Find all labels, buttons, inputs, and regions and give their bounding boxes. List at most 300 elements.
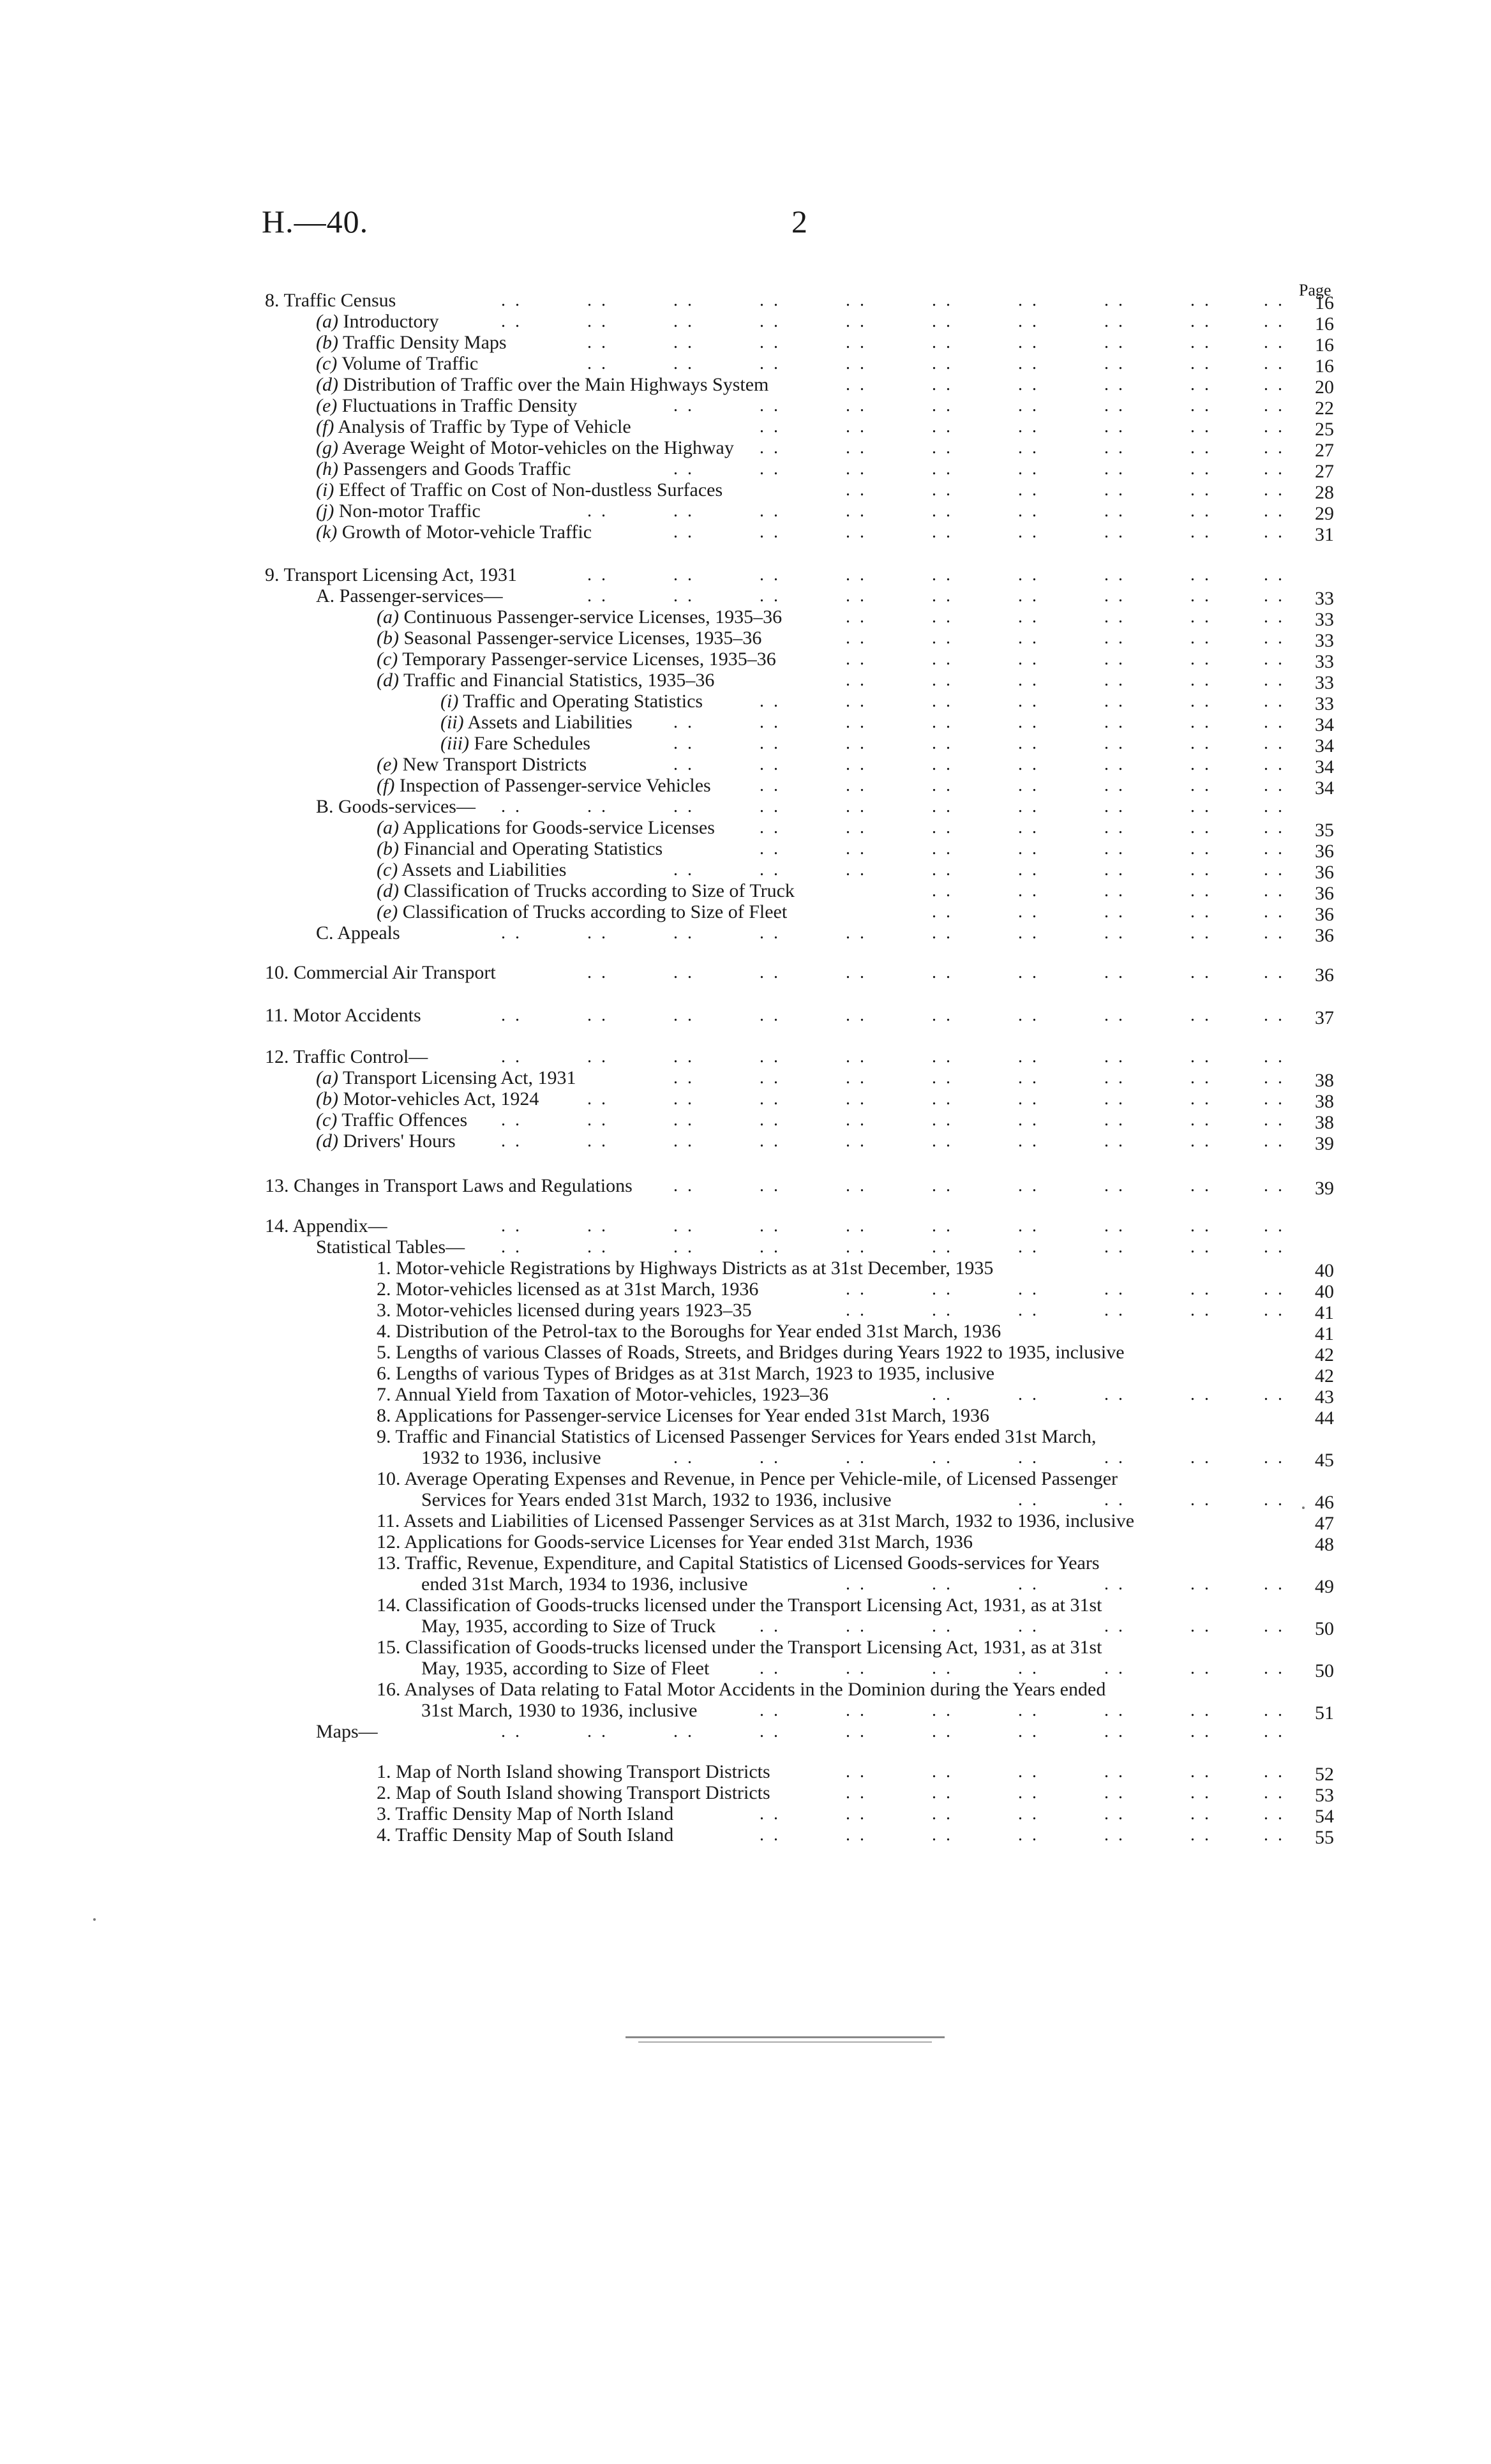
toc-page-number: 38: [1315, 1070, 1334, 1091]
toc-entry: [0, 607, 1491, 629]
toc-entry: [0, 1363, 1491, 1385]
toc-entry-text: Traffic Density Map of South Island: [395, 1824, 674, 1845]
leader-dots: . .: [1264, 1131, 1285, 1151]
leader-dots: . .: [846, 1068, 867, 1088]
page-column-heading: Page: [1299, 281, 1331, 299]
leader-dots: . .: [1264, 1722, 1285, 1741]
leader-dots: . .: [1104, 1722, 1125, 1741]
leader-dots: . .: [1104, 1131, 1125, 1151]
leader-dots: . .: [760, 1176, 781, 1196]
leader-dots: . .: [846, 1131, 867, 1151]
leader-dots: . .: [1264, 333, 1285, 352]
leader-dots: . .: [932, 607, 953, 627]
leader-dots: . .: [1104, 881, 1125, 901]
toc-entry-text: Traffic Control—: [293, 1046, 428, 1067]
toc-entry: [0, 480, 1491, 502]
leader-dots: . .: [1190, 1448, 1211, 1468]
toc-entry: [0, 1511, 1491, 1533]
leader-dots: . .: [1104, 586, 1125, 606]
toc-entry-label: [421, 1448, 601, 1468]
leader-dots: . .: [1190, 649, 1211, 669]
toc-entry: [0, 649, 1491, 671]
leader-dots: . .: [1018, 1804, 1039, 1824]
toc-entry: [0, 1385, 1491, 1406]
leader-dots: . .: [1264, 1385, 1285, 1404]
leader-dots: . .: [1264, 963, 1285, 982]
toc-entry: [0, 712, 1491, 734]
leader-dots: . .: [1264, 1825, 1285, 1845]
leader-dots: . .: [1190, 1490, 1211, 1510]
leader-dots: . .: [1190, 522, 1211, 542]
toc-entry-prefix: 1.: [377, 1761, 391, 1782]
leader-dots: . .: [1104, 1176, 1125, 1196]
leader-dots: . .: [932, 691, 953, 711]
leader-dots: . .: [1190, 1089, 1211, 1109]
leader-dots: . .: [846, 628, 867, 648]
leader-dots: . .: [932, 1825, 953, 1845]
leader-dots: . .: [1018, 1490, 1039, 1510]
toc-entry-label: [316, 459, 571, 479]
leader-dots: . .: [1190, 1804, 1211, 1824]
leader-dots: . .: [932, 1237, 953, 1257]
toc-entry-label: [377, 1427, 1097, 1447]
toc-entry-label: [377, 1762, 770, 1782]
toc-entry-text: Motor-vehicles licensed during years 1923–35: [396, 1300, 752, 1321]
toc-entry-prefix: 9.: [377, 1426, 391, 1447]
toc-entry-prefix: (iii): [440, 733, 469, 754]
leader-dots: . .: [587, 1005, 608, 1025]
leader-dots: . .: [1018, 354, 1039, 373]
leader-dots: . .: [501, 1216, 522, 1236]
toc-entry-label: [316, 1068, 576, 1088]
toc-entry: [0, 1574, 1491, 1596]
toc-page-number: 37: [1315, 1007, 1334, 1028]
leader-dots: . .: [673, 354, 694, 373]
leader-dots: . .: [932, 963, 953, 982]
toc-entry-prefix: 13.: [377, 1552, 401, 1574]
leader-dots: . .: [1104, 776, 1125, 795]
leader-dots: . .: [932, 1804, 953, 1824]
toc-entry-prefix: (f): [316, 416, 334, 437]
leader-dots: . .: [673, 290, 694, 310]
toc-page-number: 36: [1315, 925, 1334, 946]
leader-dots: . .: [1018, 1131, 1039, 1151]
leader-dots: . .: [1190, 354, 1211, 373]
leader-dots: . .: [1190, 818, 1211, 838]
toc-page-number: 36: [1315, 841, 1334, 862]
toc-entry: [0, 1068, 1491, 1090]
leader-dots: . .: [1264, 354, 1285, 373]
leader-dots: . .: [1104, 649, 1125, 669]
leader-dots: . .: [932, 333, 953, 352]
toc-entry-label: [440, 733, 590, 754]
leader-dots: . .: [846, 290, 867, 310]
toc-page-number: 16: [1315, 334, 1334, 356]
toc-entry: [0, 755, 1491, 776]
leader-dots: . .: [1190, 776, 1211, 795]
toc-entry-text: Motor-vehicles Act, 1924: [343, 1088, 539, 1109]
toc-entry-prefix: 4.: [377, 1321, 391, 1342]
toc-page-number: 34: [1315, 756, 1334, 778]
toc-page-number: 47: [1315, 1513, 1334, 1534]
toc-page-number: 20: [1315, 377, 1334, 398]
leader-dots: . .: [846, 522, 867, 542]
leader-dots: . .: [1104, 1068, 1125, 1088]
toc-page-number: 27: [1315, 461, 1334, 482]
leader-dots: . .: [1018, 1783, 1039, 1803]
leader-dots: . .: [1018, 818, 1039, 838]
leader-dots: . .: [1264, 459, 1285, 479]
leader-dots: . .: [587, 354, 608, 373]
toc-entry-label: [316, 1110, 467, 1131]
toc-entry-text: New Transport Districts: [402, 754, 587, 775]
leader-dots: . .: [932, 501, 953, 521]
toc-entry: [0, 1701, 1491, 1722]
toc-page-number: 43: [1315, 1386, 1334, 1408]
scan-speck: [93, 1918, 96, 1921]
toc-entry: [0, 628, 1491, 650]
leader-dots: . .: [1190, 755, 1211, 774]
toc-entry-label: [316, 375, 768, 395]
toc-entry: [0, 1321, 1491, 1343]
toc-entry-prefix: 8.: [265, 290, 280, 311]
leader-dots: . .: [673, 797, 694, 816]
toc-entry-label: [316, 396, 577, 416]
toc-entry-prefix: 15.: [377, 1637, 401, 1658]
leader-dots: . .: [1190, 417, 1211, 437]
leader-dots: . .: [846, 670, 867, 690]
leader-dots: . .: [1018, 1068, 1039, 1088]
leader-dots: . .: [1264, 417, 1285, 437]
leader-dots: . .: [1018, 333, 1039, 352]
leader-dots: . .: [760, 712, 781, 732]
toc-entry: [0, 1300, 1491, 1322]
leader-dots: . .: [1018, 860, 1039, 880]
toc-entry: [0, 312, 1491, 333]
toc-entry-text: Transport Licensing Act, 1931: [342, 1067, 576, 1088]
toc-entry-label: [377, 649, 776, 670]
toc-entry-text: Analysis of Traffic by Type of Vehicle: [338, 416, 631, 437]
toc-page-number: 41: [1315, 1323, 1334, 1344]
toc-entry-label: [316, 501, 481, 522]
leader-dots: . .: [1018, 1825, 1039, 1845]
leader-dots: . .: [1190, 1110, 1211, 1130]
leader-dots: . .: [932, 1131, 953, 1151]
toc-entry-label: [440, 691, 703, 712]
leader-dots: . .: [760, 691, 781, 711]
toc-entry-label: [265, 1216, 387, 1236]
leader-dots: . .: [1264, 607, 1285, 627]
leader-dots: . .: [760, 333, 781, 352]
leader-dots: . .: [1018, 522, 1039, 542]
leader-dots: . .: [932, 1110, 953, 1130]
leader-dots: . .: [673, 733, 694, 753]
leader-dots: . .: [1104, 923, 1125, 943]
toc-entry-prefix: 10.: [265, 962, 289, 983]
leader-dots: . .: [673, 1216, 694, 1236]
leader-dots: . .: [760, 755, 781, 774]
leader-dots: . .: [1018, 501, 1039, 521]
toc-entry-prefix: (e): [377, 754, 398, 775]
toc-entry-prefix: 8.: [377, 1405, 391, 1426]
toc-entry: [0, 902, 1491, 924]
leader-dots: . .: [1264, 670, 1285, 690]
leader-dots: . .: [760, 417, 781, 437]
closing-rule: [626, 2036, 945, 2038]
toc-entry-label: [265, 963, 496, 983]
leader-dots: . .: [1104, 480, 1125, 500]
leader-dots: . .: [1018, 1237, 1039, 1257]
toc-entry-prefix: (h): [316, 458, 338, 479]
toc-entry-label: [316, 438, 734, 458]
toc-entry-label: [377, 1679, 1105, 1700]
leader-dots: . .: [846, 818, 867, 838]
toc-entry-label: [377, 755, 587, 775]
leader-dots: . .: [760, 1658, 781, 1678]
leader-dots: . .: [673, 1722, 694, 1741]
toc-entry-prefix: (i): [316, 479, 334, 500]
leader-dots: . .: [760, 839, 781, 859]
toc-entry-prefix: (a): [316, 311, 338, 332]
leader-dots: . .: [1104, 1658, 1125, 1678]
leader-dots: . .: [932, 628, 953, 648]
leader-dots: . .: [760, 1701, 781, 1720]
leader-dots: . .: [932, 923, 953, 943]
leader-dots: . .: [932, 1762, 953, 1782]
leader-dots: . .: [673, 565, 694, 585]
toc-entry-prefix: (d): [316, 374, 338, 395]
toc-entry-label: [377, 776, 711, 796]
toc-entry: [0, 1595, 1491, 1617]
leader-dots: . .: [1190, 1574, 1211, 1594]
leader-dots: . .: [587, 1089, 608, 1109]
leader-dots: . .: [846, 860, 867, 880]
leader-dots: . .: [1018, 1658, 1039, 1678]
leader-dots: . .: [932, 565, 953, 585]
leader-dots: . .: [1104, 1783, 1125, 1803]
leader-dots: . .: [1190, 396, 1211, 416]
toc-entry-text: 1932 to 1936, inclusive: [421, 1447, 601, 1468]
leader-dots: . .: [1018, 628, 1039, 648]
toc-entry-prefix: (a): [316, 1067, 338, 1088]
toc-entry: [0, 501, 1491, 523]
toc-entry: [0, 733, 1491, 755]
toc-entry-prefix: (f): [377, 775, 395, 796]
leader-dots: . .: [846, 1616, 867, 1636]
toc-entry-text: ended 31st March, 1934 to 1936, inclusive: [421, 1574, 748, 1595]
leader-dots: . .: [1104, 375, 1125, 394]
leader-dots: . .: [1018, 797, 1039, 816]
toc-entry: [0, 565, 1491, 587]
leader-dots: . .: [1018, 1701, 1039, 1720]
leader-dots: . .: [1190, 860, 1211, 880]
leader-dots: . .: [1104, 1490, 1125, 1510]
toc-entry-label: [377, 839, 663, 859]
toc-entry: [0, 1783, 1491, 1805]
toc-entry: [0, 1279, 1491, 1301]
toc-entry-label: [377, 1279, 758, 1300]
toc-entry-label: [377, 628, 761, 649]
leader-dots: . .: [760, 586, 781, 606]
leader-dots: . .: [673, 522, 694, 542]
leader-dots: . .: [1018, 1047, 1039, 1067]
leader-dots: . .: [1104, 1237, 1125, 1257]
leader-dots: . .: [673, 396, 694, 416]
leader-dots: . .: [1264, 923, 1285, 943]
toc-entry-prefix: 10.: [377, 1468, 401, 1489]
leader-dots: . .: [846, 1783, 867, 1803]
leader-dots: . .: [1104, 1701, 1125, 1720]
leader-dots: . .: [1190, 1658, 1211, 1678]
leader-dots: . .: [673, 501, 694, 521]
toc-entry-prefix: B.: [316, 796, 334, 817]
leader-dots: . .: [587, 1131, 608, 1151]
leader-dots: . .: [1104, 333, 1125, 352]
toc-entry-text: Applications for Passenger-service Licenses for Year ended 31st March, 1936: [394, 1405, 989, 1426]
toc-entry-prefix: (a): [377, 606, 399, 627]
leader-dots: . .: [1190, 1701, 1211, 1720]
toc-entry-prefix: (k): [316, 522, 338, 543]
leader-dots: . .: [1104, 797, 1125, 816]
leader-dots: . .: [1018, 839, 1039, 859]
toc-entry-label: [316, 333, 507, 353]
leader-dots: . .: [760, 354, 781, 373]
toc-entry-text: Traffic Density Map of North Island: [395, 1803, 674, 1824]
toc-entry-prefix: 14.: [265, 1215, 289, 1236]
toc-entry: [0, 776, 1491, 797]
leader-dots: . .: [673, 712, 694, 732]
toc-entry: [0, 797, 1491, 818]
leader-dots: . .: [760, 522, 781, 542]
leader-dots: . .: [501, 1047, 522, 1067]
leader-dots: . .: [1264, 628, 1285, 648]
toc-entry: [0, 1490, 1491, 1512]
toc-page-number: 51: [1315, 1702, 1334, 1724]
leader-dots: . .: [932, 586, 953, 606]
toc-entry-text: Motor-vehicle Registrations by Highways Districts as at 31st December, 1935: [396, 1258, 994, 1279]
toc-entry-prefix: (d): [377, 880, 399, 901]
toc-entry-label: [377, 1511, 1134, 1531]
leader-dots: . .: [501, 312, 522, 331]
leader-dots: . .: [932, 839, 953, 859]
toc-entry-text: Classification of Goods-trucks licensed under the Transport Licensing Act, 1931, as at 31st: [405, 1595, 1102, 1616]
toc-page-number: 36: [1315, 904, 1334, 925]
page-number: 2: [791, 204, 808, 239]
leader-dots: . .: [1190, 628, 1211, 648]
toc-entry: [0, 923, 1491, 945]
leader-dots: . .: [760, 312, 781, 331]
leader-dots: . .: [846, 1279, 867, 1299]
leader-dots: . .: [1104, 290, 1125, 310]
toc-page-number: 54: [1315, 1806, 1334, 1827]
toc-entry-label: [377, 818, 715, 838]
toc-entry-prefix: (ii): [440, 712, 464, 733]
leader-dots: . .: [1104, 522, 1125, 542]
toc-page-number: 28: [1315, 482, 1334, 503]
leader-dots: . .: [1264, 1574, 1285, 1594]
leader-dots: . .: [1190, 1279, 1211, 1299]
leader-dots: . .: [846, 1825, 867, 1845]
toc-page-number: 39: [1315, 1133, 1334, 1154]
leader-dots: . .: [1264, 1762, 1285, 1782]
toc-entry-prefix: (d): [377, 670, 399, 691]
leader-dots: . .: [846, 438, 867, 458]
leader-dots: . .: [587, 923, 608, 943]
leader-dots: . .: [1018, 963, 1039, 982]
leader-dots: . .: [1264, 1783, 1285, 1803]
leader-dots: . .: [1190, 797, 1211, 816]
toc-entry: [0, 818, 1491, 839]
toc-page-number: 44: [1315, 1408, 1334, 1429]
toc-entry-prefix: 5.: [377, 1342, 391, 1363]
leader-dots: . .: [932, 1616, 953, 1636]
toc-entry-text: Passenger-services—: [339, 585, 503, 606]
leader-dots: . .: [1018, 1110, 1039, 1130]
leader-dots: . .: [760, 776, 781, 795]
leader-dots: . .: [1104, 459, 1125, 479]
leader-dots: . .: [1104, 733, 1125, 753]
toc-entry-prefix: (e): [377, 901, 398, 922]
leader-dots: . .: [932, 1385, 953, 1404]
leader-dots: . .: [1264, 438, 1285, 458]
toc-entry-text: Commercial Air Transport: [294, 962, 496, 983]
toc-entry-prefix: 2.: [377, 1782, 391, 1803]
leader-dots: . .: [1190, 1216, 1211, 1236]
leader-dots: . .: [673, 1089, 694, 1109]
leader-dots: . .: [1018, 459, 1039, 479]
leader-dots: . .: [846, 1722, 867, 1741]
leader-dots: . .: [1190, 1237, 1211, 1257]
leader-dots: . .: [932, 797, 953, 816]
toc-entry-text: Appendix—: [292, 1215, 387, 1236]
toc-entry-text: May, 1935, according to Size of Truck: [421, 1616, 716, 1637]
leader-dots: . .: [846, 1089, 867, 1109]
leader-dots: . .: [1104, 1279, 1125, 1299]
leader-dots: . .: [760, 1804, 781, 1824]
toc-entry-text: Fluctuations in Traffic Density: [341, 395, 578, 416]
leader-dots: . .: [932, 438, 953, 458]
toc-entry-prefix: (b): [377, 838, 399, 859]
toc-entry: [0, 459, 1491, 481]
leader-dots: . .: [673, 586, 694, 606]
toc-entry-label: [316, 797, 476, 817]
leader-dots: . .: [846, 797, 867, 816]
toc-entry-text: Passengers and Goods Traffic: [343, 458, 571, 479]
leader-dots: . .: [1190, 1616, 1211, 1636]
leader-dots: . .: [1104, 1574, 1125, 1594]
toc-entry: [0, 881, 1491, 903]
toc-entry-text: Growth of Motor-vehicle Traffic: [341, 522, 592, 543]
toc-entry-text: Transport Licensing Act, 1931: [283, 564, 518, 585]
toc-entry-text: Classification of Trucks according to Size of Fleet: [402, 901, 788, 922]
toc-entry: [0, 1469, 1491, 1491]
toc-entry-text: Distribution of the Petrol-tax to the Boroughs for Year ended 31st March, 1936: [396, 1321, 1001, 1342]
leader-dots: . .: [1104, 565, 1125, 585]
toc-page-number: 31: [1315, 524, 1334, 545]
leader-dots: . .: [932, 1176, 953, 1196]
leader-dots: . .: [587, 565, 608, 585]
leader-dots: . .: [1190, 586, 1211, 606]
leader-dots: . .: [1264, 902, 1285, 922]
toc-entry-label: [316, 1237, 465, 1258]
toc-entry-label: [377, 860, 566, 880]
leader-dots: . .: [1104, 1616, 1125, 1636]
leader-dots: . .: [932, 1574, 953, 1594]
leader-dots: . .: [673, 923, 694, 943]
leader-dots: . .: [1018, 375, 1039, 394]
leader-dots: . .: [1018, 649, 1039, 669]
leader-dots: . .: [760, 1216, 781, 1236]
